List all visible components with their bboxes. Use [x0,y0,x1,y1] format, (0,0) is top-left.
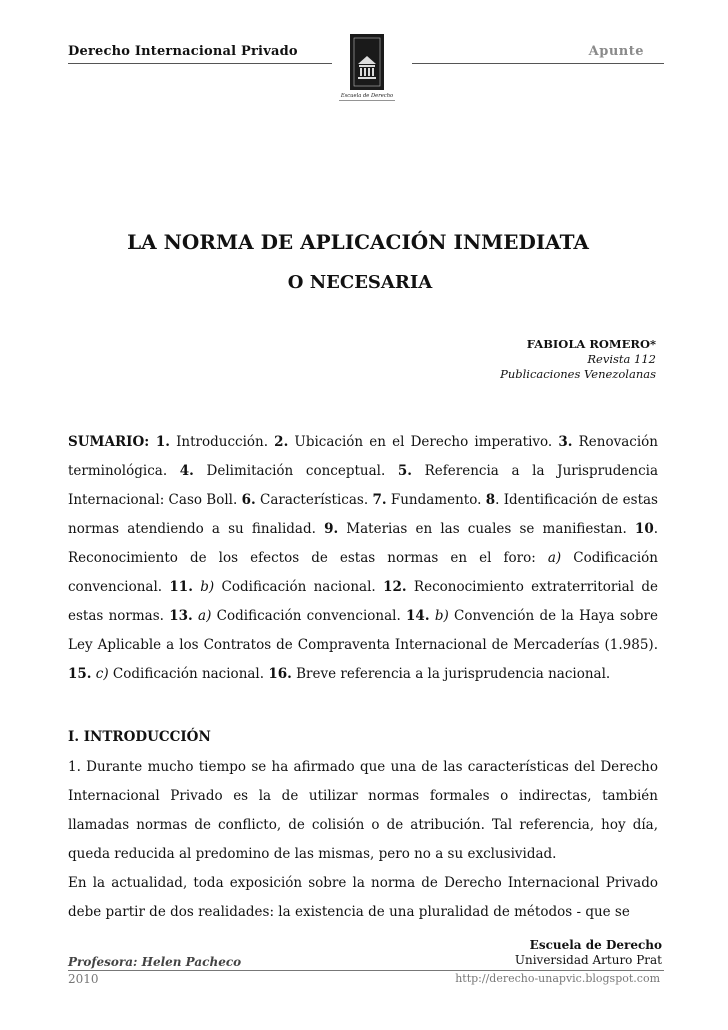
summary-segment: 6. [241,492,256,508]
title-line-2-text: O NECESARIA [287,272,433,293]
header-left-title: Derecho Internacional Privado [68,44,298,59]
author-publisher: Publicaciones Venezolanas [500,367,656,381]
summary-segment: 13. [169,608,193,624]
summary-segment: Reconocimiento extraterritorial de estas normas. [68,579,659,624]
summary-segment: 12. [383,579,407,595]
summary-segment: Ubicación en el Derecho imperativo. [288,434,559,450]
footer-url[interactable]: http://derecho-unapvic.blogspot.com [455,972,660,985]
summary-segment: 9. [324,521,339,537]
author-block [500,337,656,382]
summary-segment: 14. [406,608,430,624]
summary-segment: Características. [255,492,373,508]
summary-segment: 5. [397,463,412,479]
footer-rule [68,970,664,971]
author-source: Revista 112 [587,352,656,366]
section-body [68,753,658,927]
title-line-2 [0,272,728,293]
author-name: FABIOLA ROMERO* [526,337,656,351]
summary-segment: 4. [179,463,194,479]
summary-segment: SUMARIO: [68,434,156,450]
section-heading: I. INTRODUCCIÓN [68,729,211,745]
summary-paragraph [68,428,658,689]
paragraph-1: 1. Durante mucho tiempo se ha afirmado que una de las características del Derecho Internacional Privado es la de utilizar normas formales o indirectas, también llamadas normas de conflicto, de colisión o de atribución. Tal referencia, hoy día, queda reducida al predomino de las mismas, pero no a su exclusividad. [68,759,658,862]
summary-segment: . Identificación de estas normas atendiendo a su finalidad. [68,492,658,537]
school-logo [336,34,398,110]
footer-school-block [515,938,662,968]
footer-university: Universidad Arturo Prat [514,953,662,967]
summary-segment: 2. [274,434,289,450]
summary-segment: c) [95,666,109,682]
summary-segment: 11. [169,579,193,595]
summary-segment: Codificación convencional. [211,608,407,624]
summary-segment: 10 [634,521,654,537]
summary-segment: 15. [68,666,92,682]
summary-segment: Delimitación conceptual. [193,463,398,479]
summary-segment: 16. [268,666,292,682]
summary-segment: 3. [558,434,573,450]
title-line-1 [0,230,728,254]
footer-year: 2010 [68,972,99,986]
footer-school: Escuela de Derecho [529,938,662,952]
summary-segment: a) [547,550,562,566]
summary-segment: Convención de la Haya sobre Ley Aplicable a los Contratos de Compraventa Internacional de Mercaderías (1.985). [68,608,658,653]
summary-segment: Fundamento. [386,492,486,508]
summary-segment: Codificación nacional. [108,666,269,682]
summary-segment: Codificación convencional. [68,550,658,595]
summary-segment: Introducción. [169,434,275,450]
summary-segment: Renovación terminológica. [68,434,658,479]
summary-segment: 8 [485,492,496,508]
summary-segment: . Reconocimiento de los efectos de estas normas en el foro: [68,521,659,566]
summary-segment: b) [200,579,215,595]
summary-segment: b) [434,608,449,624]
title-line-1-text: LA NORMA DE APLICACIÓN INMEDIATA [127,230,589,254]
summary-segment: Breve referencia a la jurisprudencia nacional. [291,666,611,682]
header-right-label: Apunte [588,44,644,59]
summary-segment: 1. [155,434,170,450]
footer-professor: Profesora: Helen Pacheco [68,955,242,969]
summary-segment: 7. [372,492,387,508]
summary-segment: Materias en las cuales se manifiestan. [338,521,635,537]
header-rule-left [68,63,332,64]
logo-text: Escuela de Derecho [340,93,394,99]
summary-segment: Referencia a la Jurisprudencia Internacional: Caso Boll. [68,463,659,508]
summary-segment: Codificación nacional. [214,579,384,595]
header-rule-right [412,63,664,64]
summary-segment: a) [198,608,212,624]
paragraph-2: En la actualidad, toda exposición sobre la norma de Derecho Internacional Privado debe partir de dos realidades: la existencia de una pluralidad de métodos - que se [68,875,658,920]
